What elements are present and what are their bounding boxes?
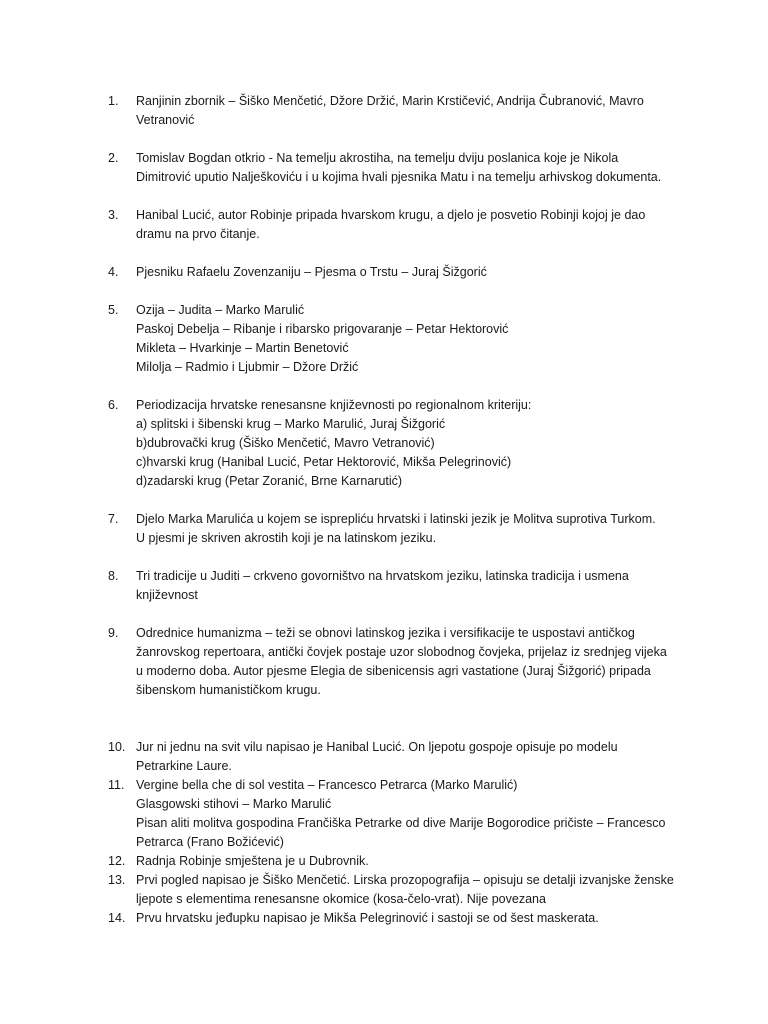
item-text-line: Tomislav Bogdan otkrio - Na temelju akrostiha, na temelju dviju poslanica koje je Nikola xyxy=(136,151,619,165)
item-number: 12. xyxy=(108,854,126,868)
item-text-line: žanrovskog repertoara, antički čovjek postaje uzor slobodnog čovjeka, prijelaz iz srednjeg vijeka xyxy=(136,645,667,659)
list-item-1 xyxy=(108,92,708,130)
list-item-3 xyxy=(108,206,708,244)
list-item-7 xyxy=(108,510,708,548)
item-text-line: ljepote s elementima renesansne okomice (kosa-čelo-vrat). Nije povezana xyxy=(136,892,546,906)
item-number: 8. xyxy=(108,569,119,583)
item-number: 5. xyxy=(108,303,119,317)
item-text-line: Pisan aliti molitva gospodina Frančiška Petrarke od dive Marije Bogorodice pričiste – Francesco xyxy=(136,816,666,830)
list-item-10 xyxy=(108,738,708,776)
item-text-line: Prvu hrvatsku jeđupku napisao je Mikša Pelegrinović i sastoji se od šest maskerata. xyxy=(136,911,599,925)
item-text-line: Hanibal Lucić, autor Robinje pripada hvarskom krugu, a djelo je posvetio Robinji kojoj je dao xyxy=(136,208,646,222)
list-item-9 xyxy=(108,624,708,700)
list-item-2 xyxy=(108,149,708,187)
item-number: 6. xyxy=(108,398,119,412)
item-text-line: b)dubrovački krug (Šiško Menčetić, Mavro Vetranović) xyxy=(136,436,435,450)
item-number: 11. xyxy=(108,778,125,792)
item-text-line: a) splitski i šibenski krug – Marko Marulić, Juraj Šižgorić xyxy=(136,417,446,431)
list-item-5 xyxy=(108,301,708,377)
item-text-line: Vergine bella che di sol vestita – Francesco Petrarca (Marko Marulić) xyxy=(136,778,518,792)
item-text-line: književnost xyxy=(136,588,198,602)
item-text-line: Petrarkine Laure. xyxy=(136,759,232,773)
item-text-line: Mikleta – Hvarkinje – Martin Benetović xyxy=(136,341,349,355)
item-text-line: d)zadarski krug (Petar Zoranić, Brne Karnarutić) xyxy=(136,474,403,488)
item-text-line: Vetranović xyxy=(136,113,195,127)
item-text-line: u moderno doba. Autor pjesme Elegia de sibenicensis agri vastatione (Juraj Šižgorić) pripada xyxy=(136,664,651,678)
item-number: 4. xyxy=(108,265,119,279)
list-item-11 xyxy=(108,776,708,852)
list-item-14 xyxy=(108,909,708,928)
item-number: 13. xyxy=(108,873,126,887)
item-text-line: Dimitrović uputio Nalješkoviću i u kojima hvali pjesnika Matu i na temelju arhivskog dokumenta. xyxy=(136,170,662,184)
item-text-line: c)hvarski krug (Hanibal Lucić, Petar Hektorović, Mikša Pelegrinović) xyxy=(136,455,512,469)
list-item-6 xyxy=(108,396,708,491)
item-text-line: Ozija – Judita – Marko Marulić xyxy=(136,303,305,317)
list-item-4 xyxy=(108,263,708,282)
item-number: 7. xyxy=(108,512,119,526)
item-text-line: dramu na prvo čitanje. xyxy=(136,227,260,241)
item-text-line: Jur ni jednu na svit vilu napisao je Hanibal Lucić. On ljepotu gospoje opisuje po modelu xyxy=(136,740,618,754)
item-text-line: Petrarca (Frano Božićević) xyxy=(136,835,284,849)
item-text-line: Pjesniku Rafaelu Zovenzaniju – Pjesma o Trstu – Juraj Šižgorić xyxy=(136,265,487,279)
item-text-line: Milolja – Radmio i Ljubmir – Džore Držić xyxy=(136,360,359,374)
item-text-line: Radnja Robinje smještena je u Dubrovnik. xyxy=(136,854,369,868)
item-number: 10. xyxy=(108,740,126,754)
item-text-line: Periodizacija hrvatske renesansne književnosti po regionalnom kriteriju: xyxy=(136,398,532,412)
item-number: 2. xyxy=(108,151,119,165)
item-text-line: U pjesmi je skriven akrostih koji je na latinskom jeziku. xyxy=(136,531,437,545)
item-number: 9. xyxy=(108,626,119,640)
item-number: 14. xyxy=(108,911,126,925)
item-text-line: Glasgowski stihovi – Marko Marulić xyxy=(136,797,332,811)
list-item-12 xyxy=(108,852,708,871)
item-text-line: Paskoj Debelja – Ribanje i ribarsko prigovaranje – Petar Hektorović xyxy=(136,322,509,336)
item-text-line: Djelo Marka Marulića u kojem se isprepliću hrvatski i latinski jezik je Molitva suprotiva Turkom. xyxy=(136,512,656,526)
item-text-line: Tri tradicije u Juditi – crkveno govorništvo na hrvatskom jeziku, latinska tradicija i usmena xyxy=(136,569,629,583)
item-number: 3. xyxy=(108,208,119,222)
item-text-line: Prvi pogled napisao je Šiško Menčetić. Lirska prozopografija – opisuju se detalji izvanjske ženske xyxy=(136,873,674,887)
item-text-line: Odrednice humanizma – teži se obnovi latinskog jezika i versifikacije te uspostavi antičkog xyxy=(136,626,635,640)
item-text-line: šibenskom humanističkom krugu. xyxy=(136,683,321,697)
numbered-list xyxy=(108,92,708,928)
item-number: 1. xyxy=(108,94,119,108)
list-item-8 xyxy=(108,567,708,605)
item-text-line: Ranjinin zbornik – Šiško Menčetić, Džore Držić, Marin Krstičević, Andrija Čubranović, Mavro xyxy=(136,94,644,108)
list-item-13 xyxy=(108,871,708,909)
